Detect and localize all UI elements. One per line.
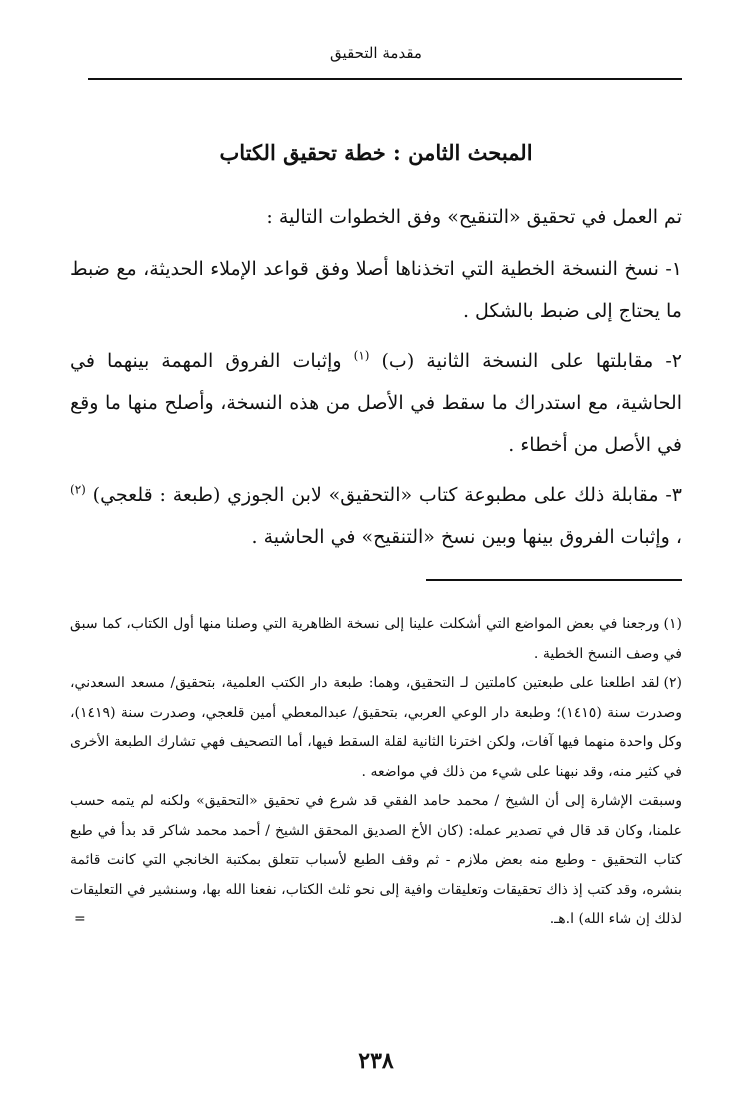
footnote-ref-1[interactable]: (١) — [353, 348, 370, 363]
footnote-2 — [70, 669, 682, 787]
step-3-text-start: ٣- مقابلة ذلك على مطبوعة كتاب «التحقيق» لابن الجوزي (طبعة : قلعجي) — [92, 484, 683, 506]
footnote-2-continued — [70, 787, 682, 935]
step-2-text-end: وإثبات الفروق المهمة بينهما في الحاشية، مع استدراك ما سقط في الأصل من هذه النسخة، وأصلح منها ما وقع في الأصل من أخطاء . — [70, 350, 682, 456]
footnote-1 — [70, 610, 682, 669]
header-rule — [88, 78, 682, 80]
step-paragraph-1: ١- نسخ النسخة الخطية التي اتخذناها أصلا وفق قواعد الإملاء الحديثة، مع ضبط ما يحتاج إلى ضبط بالشكل . — [70, 258, 682, 322]
running-header: مقدمة التحقيق — [330, 44, 422, 62]
footnotes — [70, 610, 682, 935]
step-paragraph-2 — [70, 340, 682, 466]
continuation-mark: = — [74, 911, 86, 927]
footnote-2-continued-text: وسبقت الإشارة إلى أن الشيخ / محمد حامد الفقي قد شرع في تحقيق «التحقيق» ولكنه لم يتمه حسب علمنا، وكان قد قال في تصدير عمله: (كان الأخ الصديق المحقق الشيخ / أحمد محمد شاكر قد بدأ في طبع كتاب التحقيق - وطبع منه بعض ملازم - ثم وقف الطبع لأسباب تتعلق بمكتبة الخانجي التي كانت قائمة بنشره، وقد كتب إذ ذاك تحقيقات وتعليقات وافية إلى نحو ثلث الكتاب، نفعنا الله بها، وسنشير في التعليقات لذلك إن شاء الله) ا.هـ. — [70, 793, 682, 927]
step-3-text-end: ، وإثبات الفروق بينها وبين نسخ «التنقيح» في الحاشية . — [251, 526, 682, 548]
page-number: ٢٣٨ — [358, 1048, 394, 1074]
step-2-text-start: ٢- مقابلتها على النسخة الثانية (ب) — [381, 350, 682, 372]
footnote-marker-2: (٢) — [663, 675, 682, 691]
footnote-marker-1: (١) — [663, 616, 682, 632]
main-text — [70, 196, 682, 566]
section-heading: المبحث الثامن : خطة تحقيق الكتاب — [219, 140, 533, 165]
step-paragraph-3 — [70, 474, 682, 558]
footnote-separator — [426, 579, 682, 581]
intro-paragraph: تم العمل في تحقيق «التنقيح» وفق الخطوات التالية : — [266, 206, 682, 228]
footnote-1-text: ورجعنا في بعض المواضع التي أشكلت علينا إلى نسخة الظاهرية التي وصلنا منها أول الكتاب، كما سبق في وصف النسخ الخطية . — [70, 616, 682, 662]
footnote-2-text: لقد اطلعنا على طبعتين كاملتين لـ التحقيق، وهما: طبعة دار الكتب العلمية، بتحقيق/ مسعد السعدني، وصدرت سنة (١٤١٥)؛ وطبعة دار الوعي العربي، بتحقيق/ عبدالمعطي أمين قلعجي، وصدرت سنة (١٤١٩)، وكل واحدة منهما فيها آفات، ولكن اخترنا الثانية لقلة السقط فيها، أما التصحيف فهي تشارك الطبعة الأخرى في كثير منه، وقد نبهنا على شيء من ذلك في مواضعه . — [70, 675, 682, 780]
footnote-ref-2[interactable]: (٢) — [70, 482, 86, 497]
